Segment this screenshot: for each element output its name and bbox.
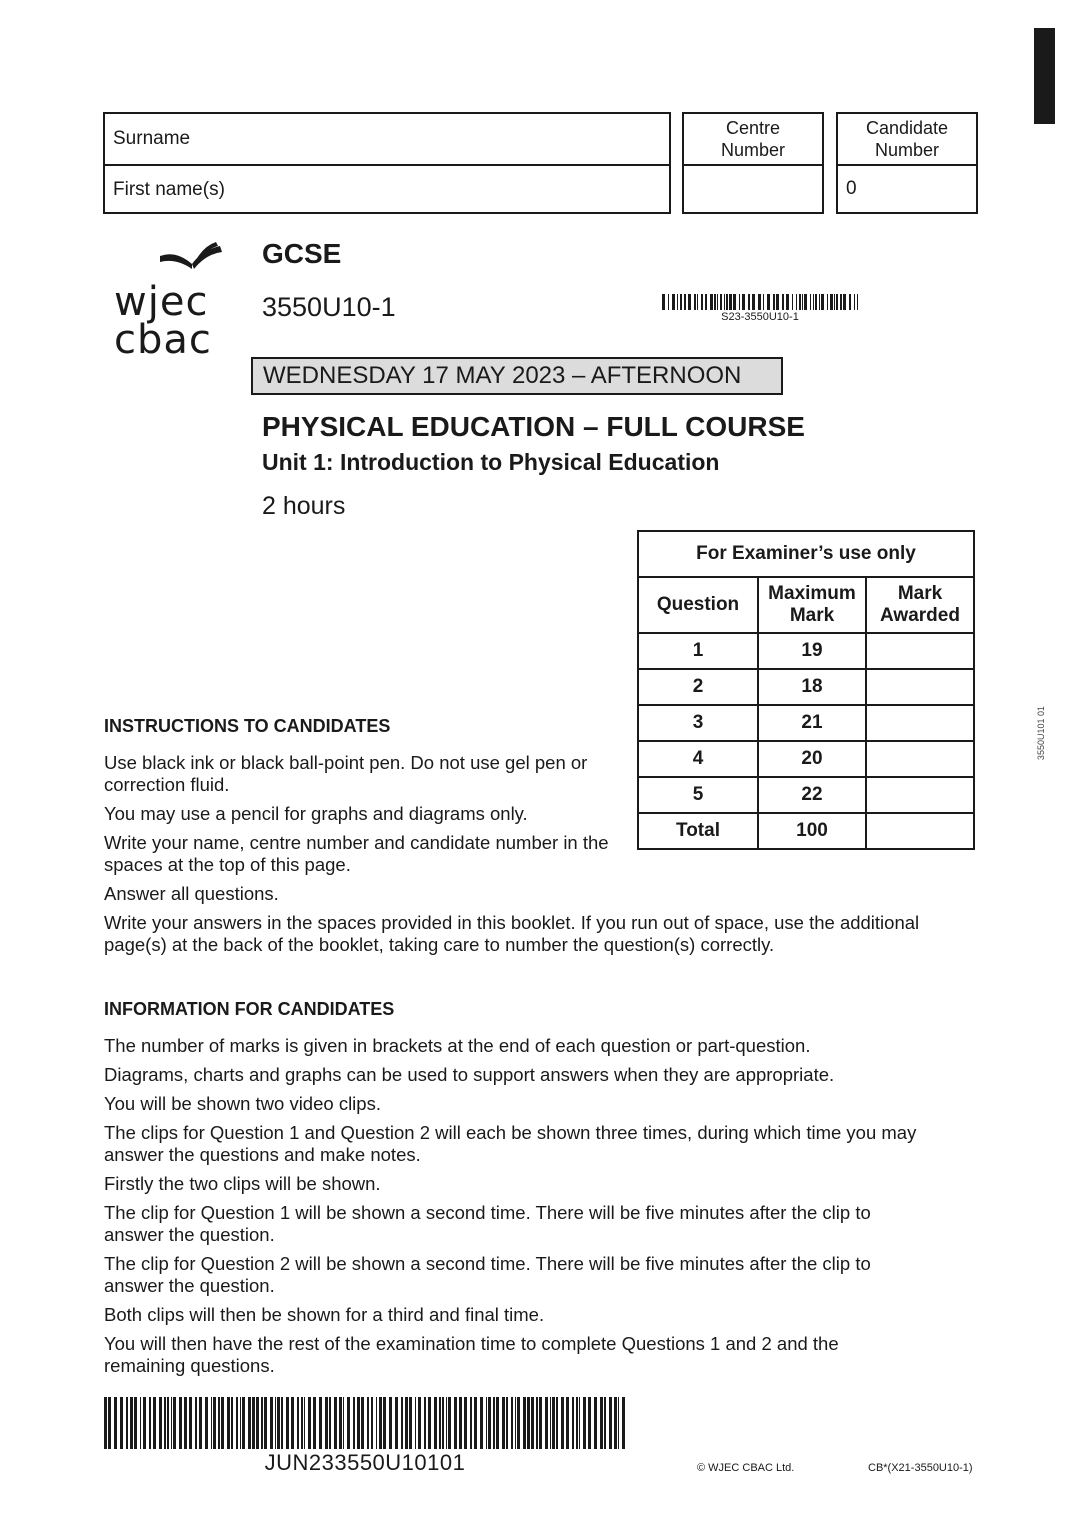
information-item: The clips for Question 1 and Question 2 will each be shown three times, during which time you may answer the questions and make notes. xyxy=(104,1122,917,1165)
name-box xyxy=(103,112,671,214)
information-item: The number of marks is given in brackets at the end of each question or part-question. xyxy=(104,1035,811,1056)
surname-field[interactable] xyxy=(105,114,669,164)
instruction-item: Answer all questions. xyxy=(104,883,279,904)
centre-number-label: Centre Number xyxy=(720,118,786,160)
information-heading: INFORMATION FOR CANDIDATES xyxy=(104,999,395,1019)
wjec-cbac-logo xyxy=(112,242,222,362)
mark-awarded-cell[interactable] xyxy=(866,669,974,705)
page-marker-bar xyxy=(1034,28,1055,124)
table-row: Total 100 xyxy=(638,813,974,849)
candidate-number-label: Candidate Number xyxy=(865,118,949,160)
mark-awarded-cell[interactable] xyxy=(866,813,974,849)
information-item: You will then have the rest of the examination time to complete Questions 1 and 2 and the remaining questions. xyxy=(104,1333,839,1376)
logo-line-2: cbac xyxy=(114,317,212,363)
col-max-mark: Maximum Mark xyxy=(758,577,866,633)
candidate-number-box xyxy=(836,112,978,214)
book-icon xyxy=(158,242,228,270)
table-row: 5 22 xyxy=(638,777,974,813)
instructions-heading: INSTRUCTIONS TO CANDIDATES xyxy=(104,716,391,736)
instruction-item: Write your answers in the spaces provided in this booklet. If you run out of space, use the additional page(s) at the back of the booklet, taking care to number the question(s) correctly. xyxy=(104,912,920,955)
surname-label: Surname xyxy=(113,128,191,149)
qualification: GCSE xyxy=(262,238,342,269)
information-item: Firstly the two clips will be shown. xyxy=(104,1173,381,1194)
duration: 2 hours xyxy=(262,492,346,520)
date-session: WEDNESDAY 17 MAY 2023 – AFTERNOON xyxy=(251,357,783,395)
examiner-table xyxy=(637,530,975,850)
table-row: 1 19 xyxy=(638,633,974,669)
copyright: © WJEC CBAC Ltd. xyxy=(697,1462,795,1474)
unit-title: Unit 1: Introduction to Physical Education xyxy=(262,449,720,475)
logo-line-1: wjec xyxy=(114,279,209,325)
instruction-item: Use black ink or black ball-point pen. Do not use gel pen or correction fluid. xyxy=(104,752,588,795)
instruction-item: Write your name, centre number and candidate number in the spaces at the top of this page. xyxy=(104,832,609,875)
candidate-number-field[interactable]: 0 xyxy=(838,164,976,212)
barcode-large xyxy=(104,1397,626,1449)
col-question: Question xyxy=(638,577,758,633)
table-row: 3 21 xyxy=(638,705,974,741)
information-item: The clip for Question 2 will be shown a second time. There will be five minutes after the clip to answer the question. xyxy=(104,1253,871,1296)
information-item: Both clips will then be shown for a third and final time. xyxy=(104,1304,545,1325)
information-item: The clip for Question 1 will be shown a second time. There will be five minutes after the clip to answer the question. xyxy=(104,1202,871,1245)
information-item: Diagrams, charts and graphs can be used to support answers when they are appropriate. xyxy=(104,1064,835,1085)
first-name-label: First name(s) xyxy=(113,179,225,200)
paper-reference: CB*(X21-3550U10-1) xyxy=(868,1462,973,1474)
table-row: 4 20 xyxy=(638,741,974,777)
barcode-large-label: JUN233550U10101 xyxy=(264,1450,466,1475)
information-item: You will be shown two video clips. xyxy=(104,1093,381,1114)
first-name-field[interactable] xyxy=(105,164,669,214)
centre-number-field[interactable] xyxy=(684,164,822,212)
mark-awarded-cell[interactable] xyxy=(866,777,974,813)
side-code: 3550U101 01 xyxy=(1036,706,1046,761)
mark-awarded-cell[interactable] xyxy=(866,741,974,777)
subject-title: PHYSICAL EDUCATION – FULL COURSE xyxy=(262,411,805,442)
barcode-small-label: S23-3550U10-1 xyxy=(721,311,799,323)
examiner-table-caption: For Examiner’s use only xyxy=(638,531,974,577)
barcode-small xyxy=(662,294,858,310)
mark-awarded-cell[interactable] xyxy=(866,705,974,741)
centre-number-box xyxy=(682,112,824,214)
mark-awarded-cell[interactable] xyxy=(866,633,974,669)
instruction-item: You may use a pencil for graphs and diagrams only. xyxy=(104,803,528,824)
paper-code: 3550U10-1 xyxy=(262,292,396,322)
table-row: 2 18 xyxy=(638,669,974,705)
col-mark-awarded: Mark Awarded xyxy=(866,577,974,633)
